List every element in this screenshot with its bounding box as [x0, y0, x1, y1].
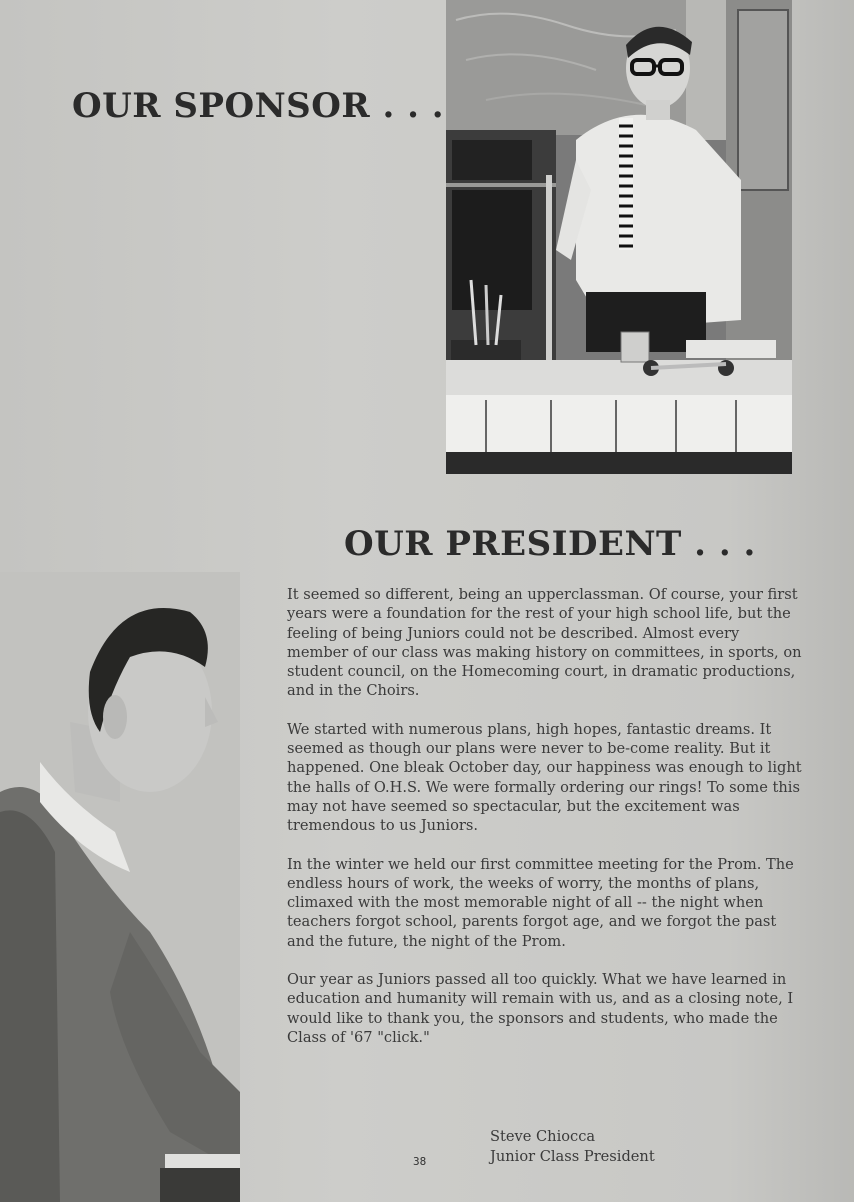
- sponsor-photo: [446, 0, 792, 474]
- signature-name: Steve Chiocca: [490, 1128, 596, 1145]
- president-heading: OUR PRESIDENT . . .: [344, 524, 756, 564]
- signature-block: [490, 1127, 655, 1166]
- letter-paragraph-3: In the winter we held our first committee meeting for the Prom. The endless hours of work, the weeks of worry, the months of plans, climaxed with the most memorable night of all -- the night when teachers forgot school, parents forgot age, and we forgot the past and the future, the night of the Prom.: [287, 855, 794, 950]
- president-letter: [287, 585, 802, 1066]
- signature-title: Junior Class President: [490, 1147, 655, 1165]
- letter-paragraph-4: Our year as Juniors passed all too quickly. What we have learned in education and humanity will remain with us, and as a closing note, I would like to thank you, the sponsors and students, who made the Class of '67 "click.": [287, 971, 794, 1046]
- letter-paragraph-2: We started with numerous plans, high hopes, fantastic dreams. It seemed as though our plans were never to be-come reality. But it happened. One bleak October day, our happiness was enough to light the halls of O.H.S. We were formally ordering our rings! To some this may not have seemed so spectacular, but the excitement was tremendous to us Juniors.: [287, 720, 802, 835]
- president-photo: [0, 572, 240, 1202]
- page-number: 38: [413, 1155, 427, 1168]
- sponsor-heading: OUR SPONSOR . . .: [72, 86, 445, 126]
- letter-paragraph-1: It seemed so different, being an upperclassman. Of course, your first years were a foundation for the rest of your high school life, but the feeling of being Juniors could not be described. Almost every member of our class was making history on committees, in sports, on student council, on the Homecoming court, in dramatic productions, and in the Choirs.: [287, 586, 802, 700]
